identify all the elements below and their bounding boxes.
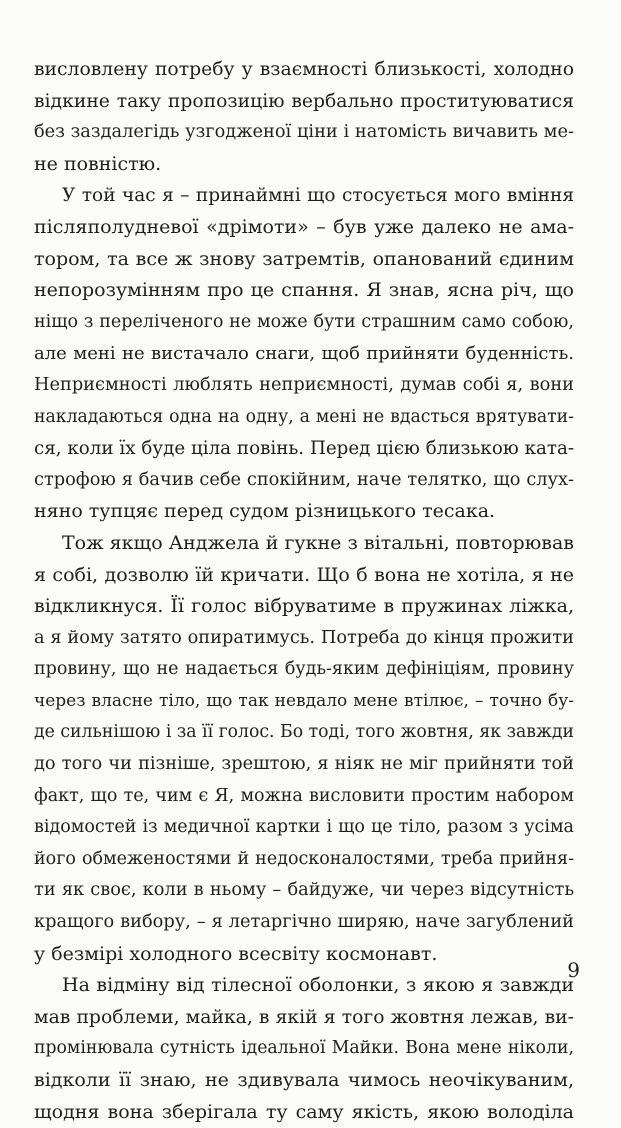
text-line: до того чи пізніше, зрештою, я ніяк не міг прийняти той (34, 754, 574, 775)
text-line: через власне тіло, що так невдало мене втілює, – точно бу- (34, 690, 574, 711)
paragraph (34, 970, 574, 1128)
text-line: мав проблеми, майка, в якій я того жовтня лежав, ви- (34, 1006, 574, 1028)
text-line: у безмірі холодного всесвіту космонавт. (34, 942, 438, 965)
text-line: непорозумінням про це спання. Я знав, ясна річ, що (34, 279, 574, 302)
text-line: накладаються одна на одну, а мені не вдасться врятувати- (34, 406, 574, 427)
text-line: На відміну від тілесної оболонки, з якою я завжди (62, 974, 574, 997)
text-line: ся, коли їх буде ціла повінь. Перед цією близькою ката- (34, 438, 574, 460)
paragraph (34, 528, 574, 970)
text-line: відкликнуся. Її голос вібруватиме в пружинах ліжка, (34, 595, 574, 618)
text-line: щодня вона зберігала ту саму якість, якою володіла (34, 1100, 574, 1123)
text-line: його обмеженостями й недосконалостями, треба прийня- (34, 848, 574, 869)
page-number: 9 (567, 958, 580, 982)
text-line: ти як своє, коли в ньому – байдуже, чи через відсутність (34, 880, 574, 901)
text-line: ніщо з переліченого не може бути страшним само собою, (34, 311, 574, 332)
text-line: висловлену потребу у взаємності близькості, холодно (34, 59, 574, 80)
text-line: кращого вибору, – я летаргічно ширяю, наче загублений (34, 912, 574, 933)
text-line: провину, що не надається будь-яким дефініціям, провину (34, 659, 574, 680)
text-line: післяполудневої «дрімоти» – був уже далеко не ама- (34, 215, 574, 238)
text-line: факт, що те, чим є Я, можна висловити простим набором (34, 785, 574, 806)
text-line: де сильнішою і за її голос. Бо тоді, того жовтня, як завжди (34, 722, 574, 743)
text-line: а я йому затято опиратимусь. Потреба до кінця прожити (34, 627, 574, 648)
text-line: відомостей із медичної картки і що це тіло, разом з усіма (34, 817, 574, 838)
text-line: але мені не вистачало снаги, щоб прийняти буденність. (34, 343, 574, 365)
text-line: няно тупцяє перед судом різницького тесака. (34, 500, 496, 523)
text-line: не повністю. (34, 152, 162, 175)
body-text (34, 54, 574, 1128)
text-line: строфою я бачив себе спокійним, наче телятко, що слух- (34, 469, 574, 490)
text-line: У той час я – принаймні що стосується мого вміння (62, 185, 574, 207)
text-line: тором, та все ж знову затремтів, опанований єдиним (34, 247, 574, 270)
text-line: промінювала сутність ідеальної Майки. Вона мене ніколи, (34, 1038, 574, 1059)
text-line: я собі, дозволю їй кричати. Що б вона не хотіла, я не (34, 563, 574, 586)
paragraph (34, 54, 574, 180)
text-line: відкине таку пропозицію вербально проституюватися (34, 90, 574, 112)
paragraph (34, 180, 574, 528)
text-line: Неприємності люблять неприємності, думав собі я, вони (34, 374, 574, 395)
text-line: Тож якщо Анджела й гукне з вітальні, повторював (62, 531, 574, 554)
text-line: відколи її знаю, не здивувала чимось неочікуваним, (34, 1069, 574, 1091)
text-line: без заздалегідь узгодженої ціни і натомість вичавить ме- (34, 122, 574, 143)
